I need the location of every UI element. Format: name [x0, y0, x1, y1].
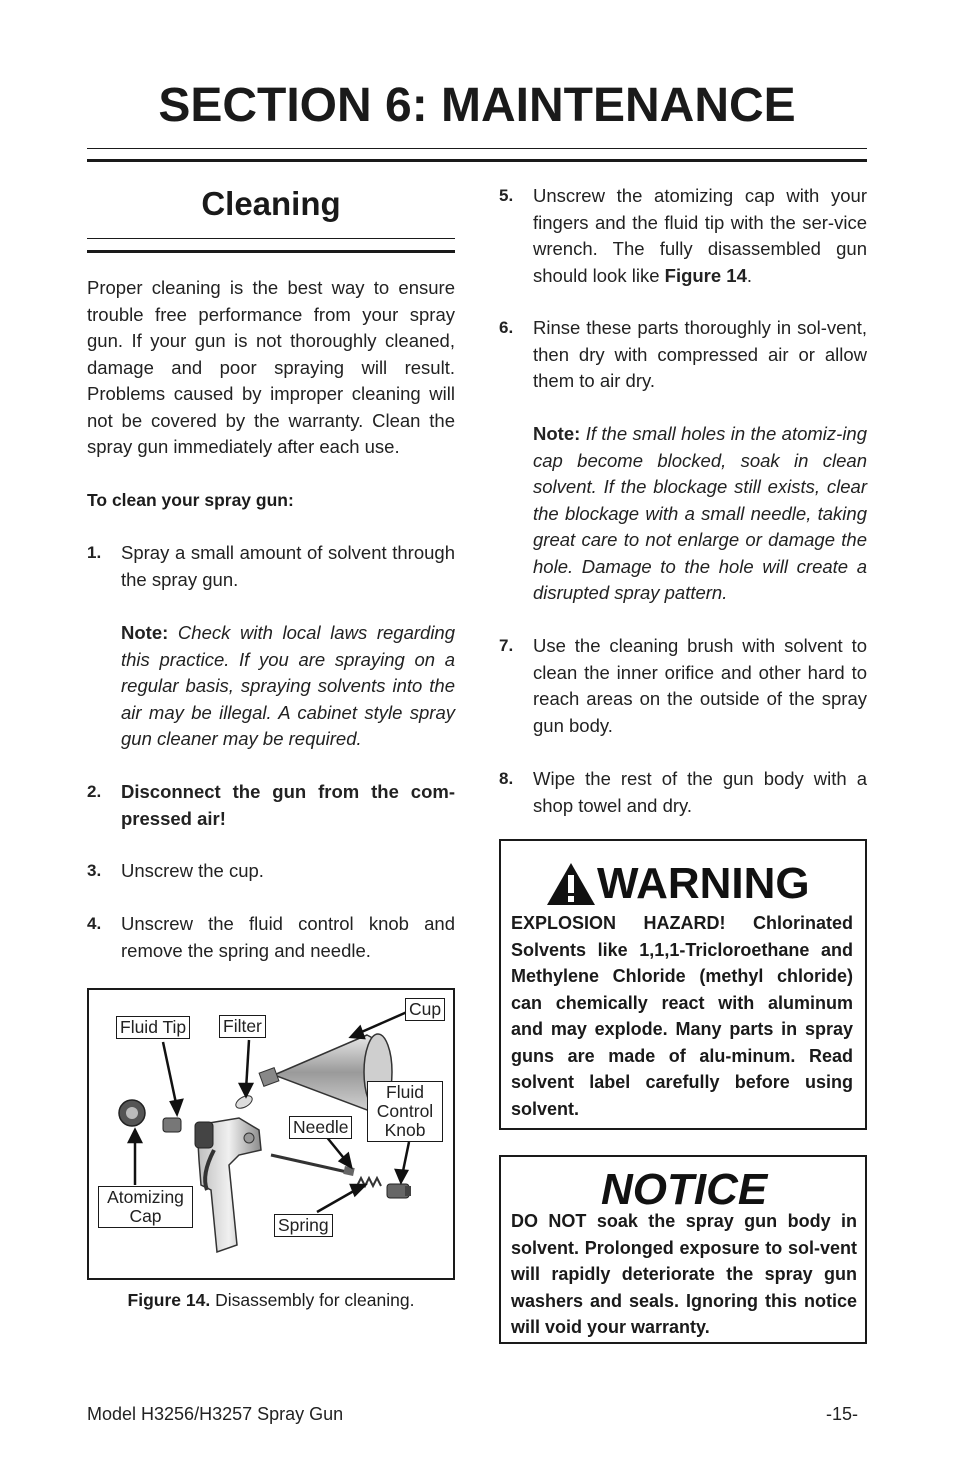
step-number: 4.	[87, 914, 102, 933]
warning-triangle-icon	[545, 861, 597, 907]
subhead-rule-thin	[87, 238, 455, 239]
warning-text: EXPLOSION HAZARD! Chlorinated Solvents like 1,1,1-Tricloroethane and Methylene Chloride (methyl chloride) can chemically react with aluminum and may explode. Many parts in spray guns are made of alu-minum. Read solvent label carefully before using solvent.	[511, 913, 853, 1119]
figure-caption-label: Figure 14.	[127, 1290, 211, 1310]
step-1	[87, 540, 455, 593]
fluid-control-knob-part	[387, 1184, 411, 1198]
title-rule-thin	[87, 148, 867, 149]
notice-text: DO NOT soak the spray gun body in solvent. Prolonged exposure to sol-vent will rapidly deteriorate the spray gun washers and seals. Ignoring this notice will void your warranty.	[511, 1211, 857, 1337]
step-number: 1.	[87, 543, 102, 562]
footer-page-number: -15-	[826, 1404, 859, 1424]
label-cup: Cup	[405, 998, 445, 1021]
note-text: Check with local laws regarding this practice. If you are spraying on a regular basis, spraying solvents into the air may be illegal. A cabinet style spray gun cleaner may be required.	[121, 622, 456, 749]
step-6	[499, 315, 867, 395]
figure-caption	[87, 1290, 455, 1311]
label-needle: Needle	[289, 1116, 352, 1139]
step-text-end: .	[746, 264, 753, 286]
step-5	[499, 183, 867, 289]
filter-part	[234, 1093, 255, 1111]
note-1	[121, 620, 455, 753]
procedure-heading: To clean your spray gun:	[87, 490, 294, 510]
note-label: Note:	[533, 423, 581, 444]
step-number: 8.	[499, 769, 514, 788]
step-2	[87, 779, 455, 832]
step-text: Unscrew the cup.	[121, 860, 264, 881]
figure-14-box	[87, 988, 455, 1280]
section-title: SECTION 6: MAINTENANCE	[158, 79, 796, 132]
step-text-part: Unscrew the atomizing cap with your fingers and the fluid tip with the ser-vice wrench. The fully disassembled gun should look like	[533, 185, 867, 286]
warning-title: WARNING	[597, 859, 810, 908]
note-label: Note:	[121, 622, 169, 643]
step-number: 6.	[499, 318, 514, 337]
figure-reference: Figure 14	[664, 264, 747, 286]
step-number: 5.	[499, 186, 514, 205]
subhead-rule-thick	[87, 250, 455, 253]
step-text: Spray a small amount of solvent through the spray gun.	[121, 542, 455, 590]
step-text: Use the cleaning brush with solvent to clean the inner orifice and other hard to reach areas on the outside of the spray gun body.	[533, 635, 867, 736]
note-text: If the small holes in the atomiz-ing cap become blocked, soak in clean solvent. If the blockage still exists, clear the blockage with a small needle, taking great care to not enlarge or damage the hole. Damage to the hole will create a disrupted spray pattern.	[533, 423, 868, 603]
step-8	[499, 766, 867, 819]
notice-title: NOTICE	[601, 1165, 768, 1214]
step-4	[87, 911, 455, 964]
step-text: Rinse these parts thoroughly in sol-vent, then dry with compressed air or allow them to air dry.	[533, 317, 867, 391]
label-fluid-tip: Fluid Tip	[116, 1016, 190, 1039]
warning-header	[545, 859, 810, 909]
note-2	[533, 421, 867, 607]
intro-paragraph: Proper cleaning is the best way to ensure trouble free performance from your spray gun. If your gun is not thoroughly cleaned, damage and poor spraying will result. Problems caused by improper cleaning will not be covered by the warranty. Clean the spray gun immediately after each use.	[87, 277, 455, 457]
fluid-tip-part	[163, 1118, 181, 1132]
step-text	[533, 183, 867, 289]
step-text: Disconnect the gun from the com-pressed air!	[121, 781, 455, 829]
step-text: Wipe the rest of the gun body with a shop towel and dry.	[533, 768, 867, 816]
step-number: 7.	[499, 636, 514, 655]
atomizing-cap-part	[119, 1100, 145, 1126]
gun-body-part	[195, 1118, 261, 1252]
label-fluid-control-knob: Fluid Control Knob	[367, 1081, 443, 1142]
label-atomizing-cap: Atomizing Cap	[98, 1186, 193, 1228]
warning-box	[499, 839, 867, 1130]
step-number: 3.	[87, 861, 102, 880]
step-number: 2.	[87, 782, 102, 801]
step-3	[87, 858, 455, 885]
step-7	[499, 633, 867, 739]
notice-box	[499, 1155, 867, 1344]
label-spring: Spring	[274, 1214, 333, 1237]
subsection-title: Cleaning	[201, 185, 341, 222]
step-text: Unscrew the fluid control knob and remove the spring and needle.	[121, 913, 455, 961]
title-rule-thick	[87, 159, 867, 162]
footer-model: Model H3256/H3257 Spray Gun	[87, 1404, 344, 1424]
label-filter: Filter	[219, 1015, 266, 1038]
figure-caption-text: Disassembly for cleaning.	[215, 1290, 415, 1310]
